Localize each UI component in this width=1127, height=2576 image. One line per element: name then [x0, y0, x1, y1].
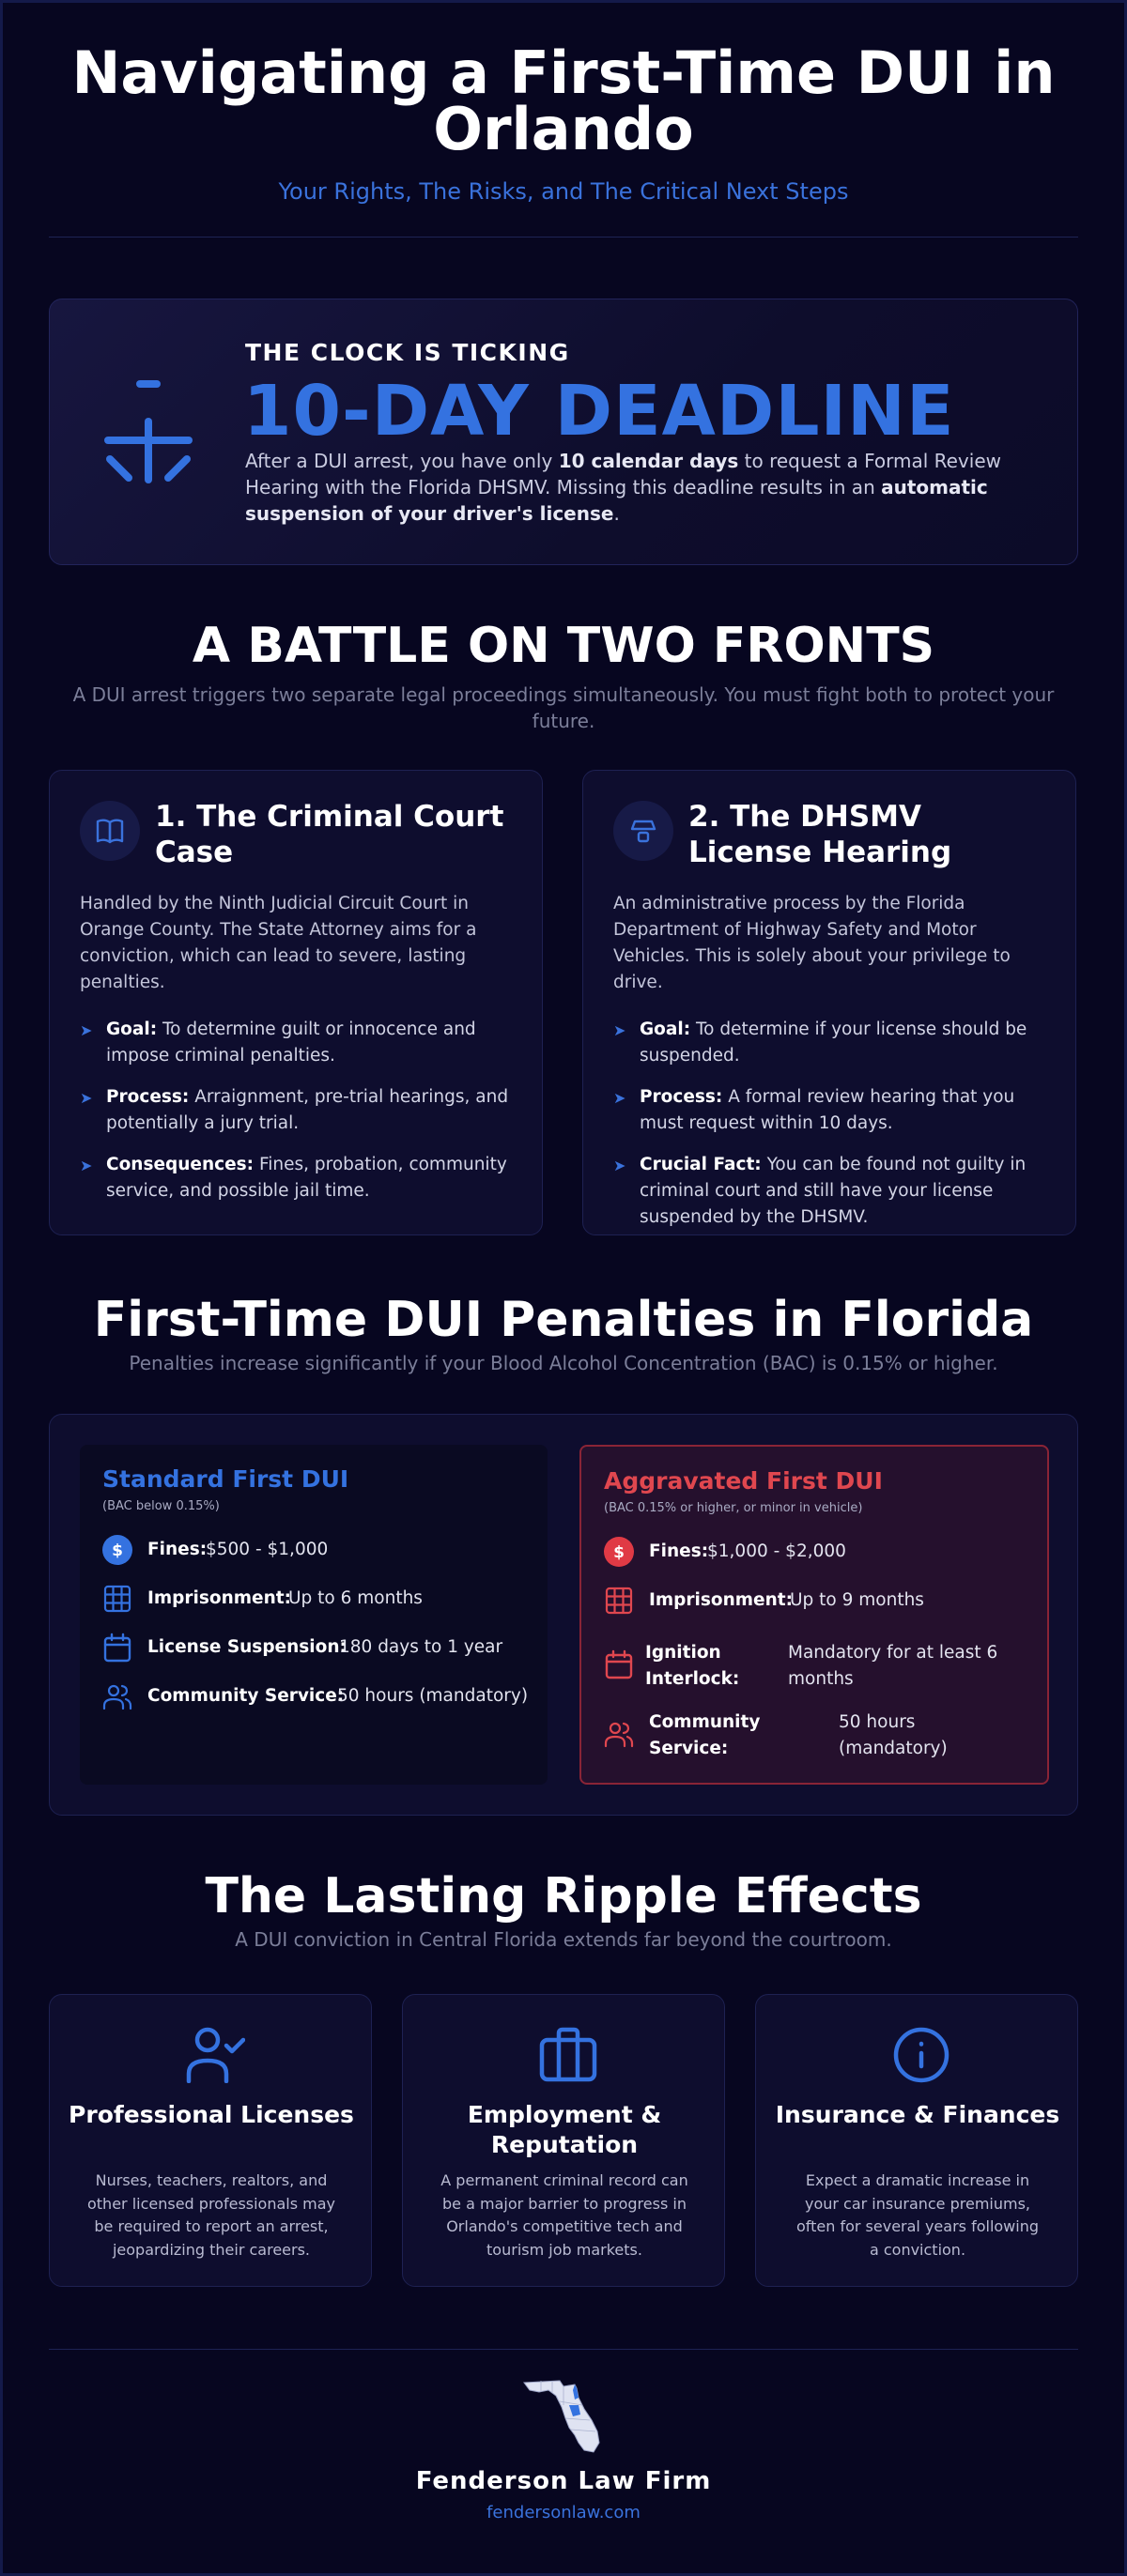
firm-name: Fenderson Law Firm [415, 2467, 712, 2495]
deadline-headline: 10-DAY DEADLINE [243, 371, 955, 452]
card-bullets [80, 1017, 517, 1219]
penalties-header [49, 1292, 1078, 1376]
deadline-text: After a DUI arrest, you have only 10 calendar days to request a Formal Review Hearing with the Florida DHSMV. Missing this deadline results in an automatic suspension of your driver's license. [245, 450, 1001, 525]
ripple-header [49, 1868, 1078, 1953]
card-title: Standard First DUI [102, 1465, 349, 1493]
fronts-header [49, 618, 1078, 734]
card-note: (BAC 0.15% or higher, or minor in vehicle) [604, 1501, 863, 1515]
card-bullets [613, 1017, 1051, 1246]
arrow-icon: ➤ [80, 1157, 93, 1174]
page-subtitle: Your Rights, The Risks, and The Critical Next Steps [278, 178, 849, 205]
dollar-icon [604, 1537, 634, 1567]
florida-map-icon [522, 2377, 607, 2454]
card-title: 2. The DHSMV License Hearing [688, 800, 952, 869]
ripple-card-employment [402, 1994, 725, 2287]
arrow-icon: ➤ [613, 1021, 626, 1039]
card-description: Handled by the Ninth Judicial Circuit Court in Orange County. The State Attorney aims for a conviction, which can lead to severe, lasting penalties. [80, 894, 477, 992]
list-item: ➤ Process: Arraignment, pre-trial hearings, and potentially a jury trial. [80, 1087, 509, 1133]
book-icon [80, 801, 140, 861]
arrow-icon: ➤ [613, 1089, 626, 1107]
penalty-row-community-service: Community Service: 50 hours (mandatory) [604, 1708, 1036, 1764]
section-subtitle: A DUI arrest triggers two separate legal proceedings simultaneously. You must fight both to protect your future. [72, 683, 1055, 732]
people-icon [102, 1681, 132, 1711]
criminal-court-card [49, 770, 543, 1235]
card-title: Professional Licenses [69, 2101, 354, 2128]
section-title: First-Time DUI Penalties in Florida [93, 1292, 1034, 1348]
jail-icon [102, 1584, 132, 1614]
arrow-icon: ➤ [80, 1089, 93, 1107]
list-item: ➤ Process: A formal review hearing that you must request within 10 days. [613, 1087, 1015, 1133]
user-check-icon [185, 2027, 245, 2083]
page-title: Navigating a First-Time DUI in Orlando [71, 38, 1056, 163]
jail-icon [604, 1586, 634, 1616]
svg-text:$: $ [112, 1541, 123, 1560]
section-title: The Lasting Ripple Effects [205, 1868, 922, 1924]
divider [49, 237, 1078, 238]
briefcase-icon [538, 2027, 598, 2083]
list-item: ➤ Goal: To determine if your license should be suspended. [613, 1020, 1027, 1066]
info-icon [891, 2027, 951, 2083]
list-item: ➤ Crucial Fact: You can be found not guilty in criminal court and still have your license suspended by the DHSMV. [613, 1155, 1027, 1227]
divider [49, 2349, 1078, 2350]
dollar-icon [102, 1535, 132, 1565]
arrow-icon: ➤ [613, 1157, 626, 1174]
svg-text:$: $ [613, 1543, 625, 1562]
penalty-row-ignition-interlock: Ignition Interlock: Mandatory for at least 6 months [604, 1638, 1036, 1694]
arrow-icon: ➤ [80, 1021, 93, 1039]
section-subtitle: Penalties increase significantly if your Blood Alcohol Concentration (BAC) is 0.15% or higher. [129, 1352, 998, 1374]
card-description: An administrative process by the Florida Department of Highway Safety and Motor Vehicles. This is solely about your privilege to drive. [613, 894, 1011, 992]
page-header [49, 38, 1078, 205]
standard-dui-card: Standard First DUI (BAC below 0.15%) $ Fines: $500 - $1,000 Imprisonment: Up to 6 months License Suspension: 180 days to 1 year Community Service: 50 hours (mandatory) [80, 1445, 548, 1785]
card-note: (BAC below 0.15%) [102, 1499, 220, 1513]
list-item: ➤ Goal: To determine guilt or innocence and impose criminal penalties. [80, 1020, 476, 1066]
car-icon [613, 801, 673, 861]
card-text: Expect a dramatic increase in your car insurance premiums, often for several years following a conviction. [795, 2171, 1040, 2259]
people-icon [604, 1719, 634, 1749]
deadline-kicker: THE CLOCK IS TICKING [245, 339, 570, 366]
list-item: ➤ Consequences: Fines, probation, community service, and possible jail time. [80, 1155, 507, 1201]
calendar-icon [102, 1633, 132, 1663]
card-text: A permanent criminal record can be a major barrier to progress in Orlando's competitive tech and tourism job markets. [440, 2171, 688, 2259]
card-title: 1. The Criminal Court Case [155, 800, 504, 869]
section-title: A BATTLE ON TWO FRONTS [192, 618, 935, 674]
aggravated-dui-card: Aggravated First DUI (BAC 0.15% or higher, or minor in vehicle) $ Fines: $1,000 - $2,000 Imprisonment: Up to 9 months Ignition Interlock: Mandatory for at least 6 months Community Service: 50 hours (mandatory) [579, 1445, 1049, 1785]
card-text: Nurses, teachers, realtors, and other licensed professionals may be required to report an arrest, jeopardizing their careers. [86, 2171, 336, 2259]
card-title: Employment & Reputation [467, 2101, 662, 2158]
card-title: Aggravated First DUI [604, 1467, 883, 1495]
timer-icon [97, 376, 200, 489]
dhsmv-hearing-card [582, 770, 1076, 1235]
section-subtitle: A DUI conviction in Central Florida extends far beyond the courtroom. [235, 1928, 892, 1951]
penalties-panel [49, 1414, 1078, 1816]
ripple-card-insurance [755, 1994, 1078, 2287]
calendar-icon [604, 1649, 634, 1679]
ripple-card-professional [49, 1994, 372, 2287]
deadline-callout [49, 299, 1078, 565]
firm-website-link[interactable]: fendersonlaw.com [486, 2503, 641, 2522]
card-title: Insurance & Finances [775, 2101, 1060, 2128]
